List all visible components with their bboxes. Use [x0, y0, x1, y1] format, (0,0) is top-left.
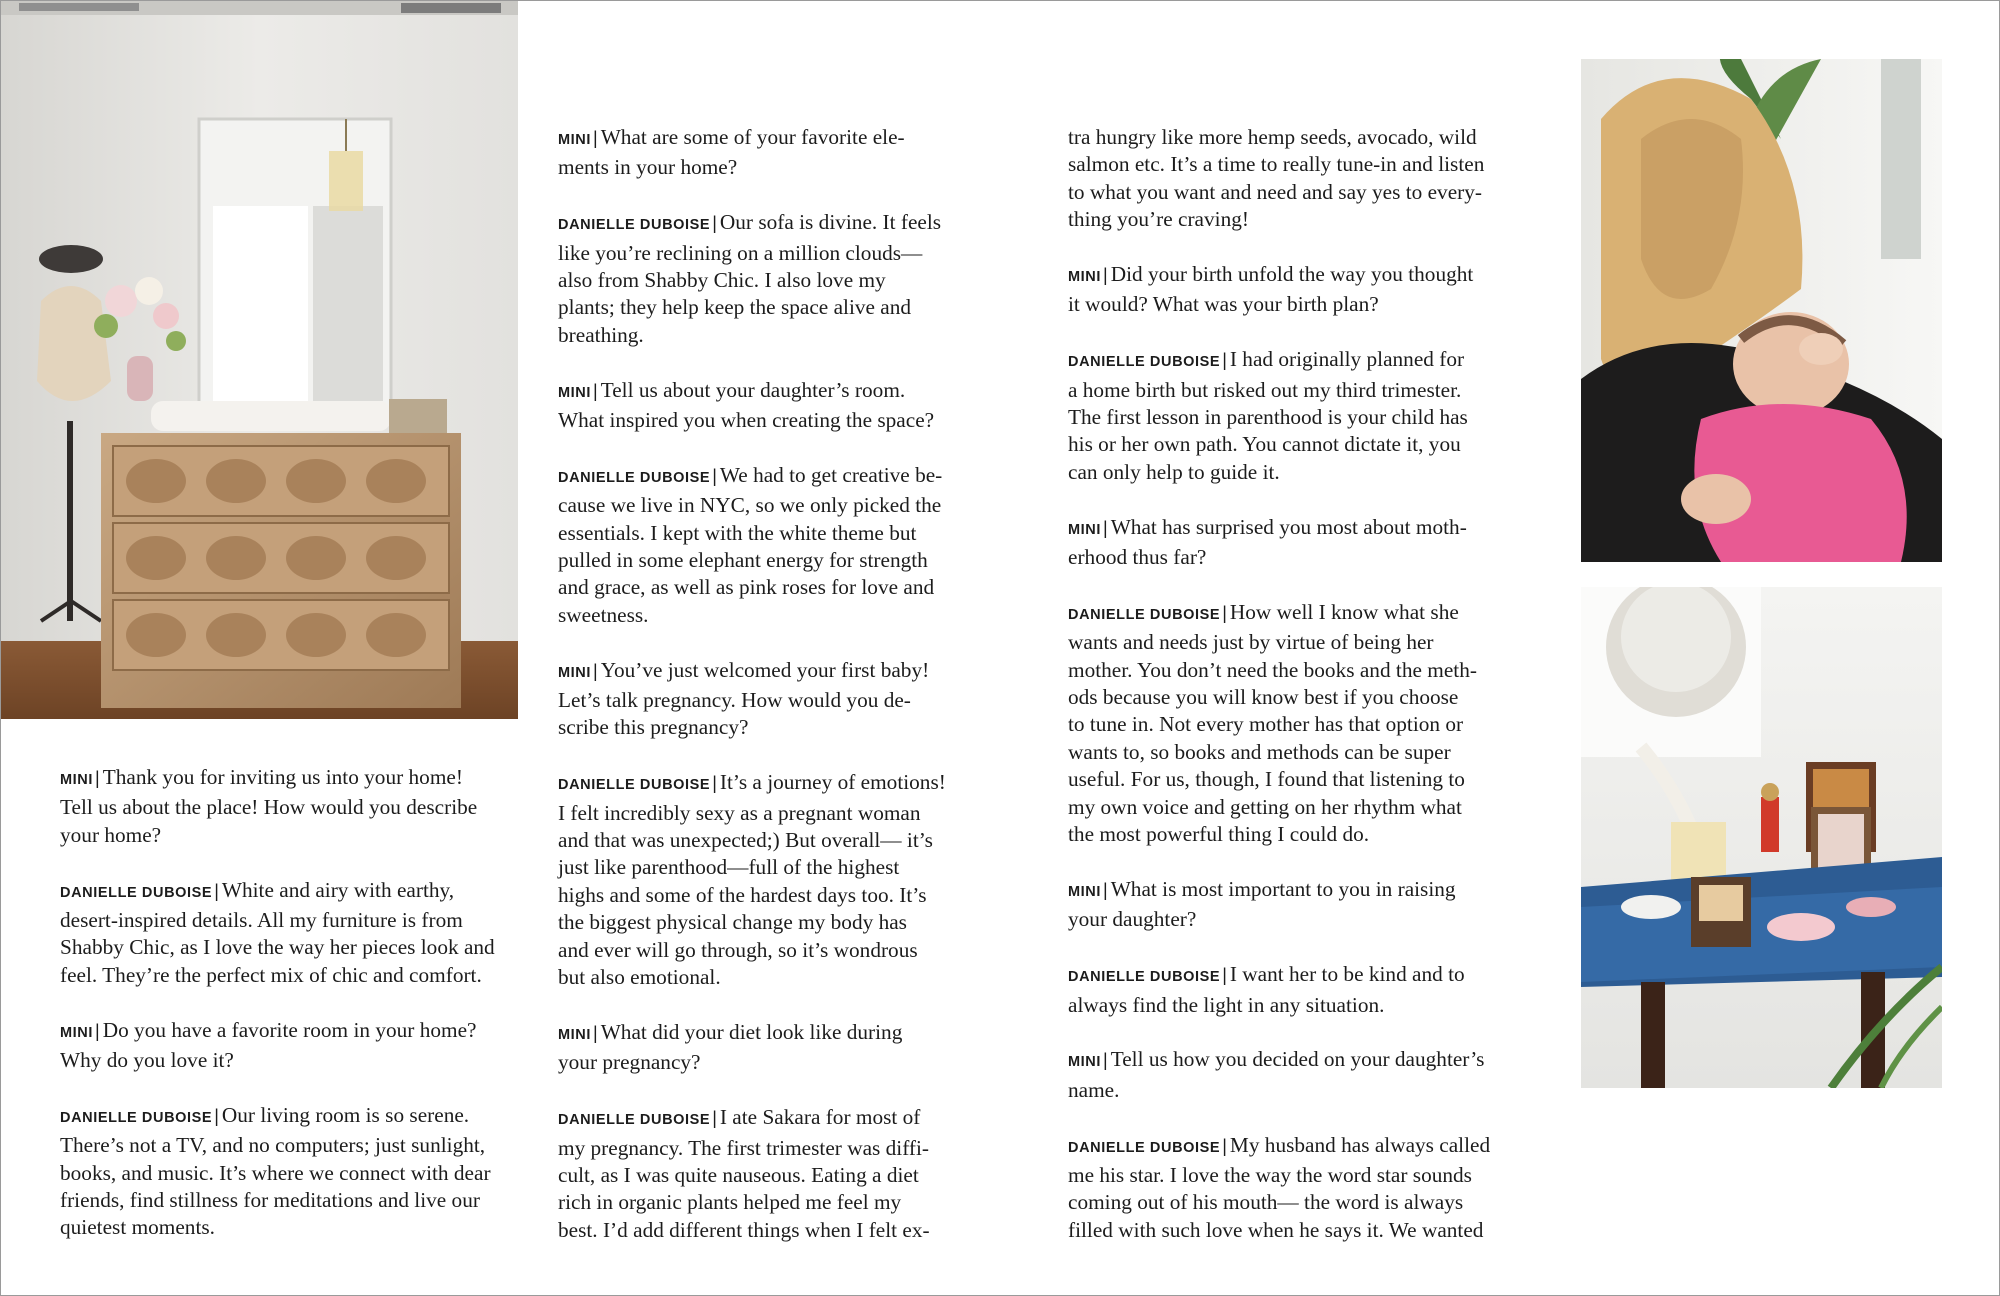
text-line: sweetness.: [558, 602, 649, 627]
interview-question: [1068, 261, 1518, 319]
text-line: essentials. I kept with the white theme but: [558, 520, 917, 545]
interview-question: [60, 764, 522, 849]
speaker-separator: |: [214, 1105, 219, 1126]
nursery-dresser-photo: [1, 1, 518, 719]
interview-question: [1068, 514, 1518, 572]
speaker-label-mini: MINI: [60, 772, 94, 788]
text-line: Tell us how you decided on your daughter’s: [1110, 1047, 1485, 1072]
text-line: to what you want and need and say yes to every-: [1068, 179, 1482, 204]
text-line: mother. You don’t need the books and the meth-: [1068, 657, 1477, 682]
interview-answer: [558, 769, 988, 991]
speaker-separator: |: [1222, 602, 1227, 623]
speaker-label-mini: MINI: [558, 664, 592, 681]
speaker-label-mini: MINI: [60, 1024, 94, 1041]
text-line: I ate Sakara for most of: [719, 1105, 921, 1130]
text-line: It’s a journey of emotions!: [719, 770, 946, 795]
speaker-separator: |: [1103, 517, 1108, 538]
speaker-separator: |: [1222, 1135, 1227, 1156]
speaker-label-danielle: DANIELLE DUBOISE: [1068, 606, 1221, 623]
text-line: salmon etc. It’s a time to really tune-in and listen: [1068, 152, 1485, 177]
text-line: and ever will go through, so it’s wondrous: [558, 937, 918, 962]
text-line: a home birth but risked out my third trimester.: [1068, 377, 1462, 402]
text-line: Thank you for inviting us into your home!: [102, 765, 463, 789]
speaker-label-danielle: DANIELLE DUBOISE: [1068, 969, 1221, 986]
speaker-label-mini: MINI: [558, 1026, 592, 1043]
interview-answer: [1068, 961, 1518, 1019]
text-line: my pregnancy. The first trimester was diffi-: [558, 1135, 930, 1160]
speaker-separator: |: [1103, 879, 1108, 900]
text-line: desert-inspired details. All my furniture is from: [60, 908, 463, 933]
interview-answer: [558, 209, 988, 349]
text-line: name.: [1068, 1077, 1120, 1102]
text-line: friends, find stillness for meditations and live our: [60, 1188, 480, 1213]
speaker-label-mini: MINI: [558, 384, 592, 401]
speaker-separator: |: [214, 880, 219, 901]
interview-question: [558, 124, 988, 182]
speaker-separator: |: [95, 768, 100, 788]
text-line: rich in organic plants helped me feel my: [558, 1190, 902, 1215]
text-line: I had originally planned for: [1229, 347, 1465, 372]
interview-question: [558, 377, 988, 435]
speaker-separator: |: [593, 380, 598, 401]
text-line: your home?: [60, 822, 162, 847]
speaker-label-mini: MINI: [1068, 883, 1102, 900]
speaker-label-mini: MINI: [558, 132, 592, 148]
text-line: What did your diet look like during: [600, 1019, 903, 1044]
text-line: My husband has always called: [1229, 1132, 1491, 1157]
text-line: Why do you love it?: [60, 1048, 234, 1073]
speaker-label-danielle: DANIELLE DUBOISE: [558, 1112, 711, 1129]
text-line: my own voice and getting on her rhythm what: [1068, 794, 1462, 819]
text-line: plants; they help keep the space alive and: [558, 295, 912, 320]
interview-answer: [1068, 599, 1518, 849]
text-line: coming out of his mouth— the word is always: [1068, 1190, 1464, 1215]
text-line: Do you have a favorite room in your home?: [102, 1017, 477, 1042]
text-line: How well I know what she: [1229, 599, 1459, 624]
text-line: Did your birth unfold the way you thought: [1110, 262, 1474, 287]
speaker-separator: |: [712, 1108, 717, 1129]
text-line: What are some of your favorite ele-: [600, 125, 905, 149]
text-line: but also emotional.: [558, 965, 721, 990]
mother-and-baby-photo: [1581, 59, 1942, 562]
text-line: and grace, as well as pink roses for love and: [558, 575, 935, 600]
text-line: pulled in some elephant energy for strength: [558, 548, 928, 573]
speaker-label-danielle: DANIELLE DUBOISE: [60, 1109, 213, 1126]
text-line: Our living room is so serene.: [221, 1102, 470, 1127]
text-line: me his star. I love the way the word star sounds: [1068, 1162, 1472, 1187]
text-line: tra hungry like more hemp seeds, avocado, wild: [1068, 125, 1477, 149]
text-line: I want her to be kind and to: [1229, 962, 1465, 987]
text-line: useful. For us, though, I found that listening to: [1068, 767, 1465, 792]
text-line: The first lesson in parenthood is your child has: [1068, 405, 1468, 430]
speaker-separator: |: [95, 1020, 100, 1041]
altar-table-photo: [1581, 587, 1942, 1088]
text-line: the most powerful thing I could do.: [1068, 822, 1370, 847]
text-line: We had to get creative be-: [719, 462, 943, 487]
text-line: wants and needs just by virtue of being her: [1068, 630, 1434, 655]
text-line: Our sofa is divine. It feels: [719, 210, 942, 235]
speaker-label-mini: MINI: [1068, 1054, 1102, 1071]
text-line: highs and some of the hardest days too. It’s: [558, 882, 927, 907]
text-line: can only help to guide it.: [1068, 459, 1280, 484]
interview-question: [558, 657, 988, 742]
speaker-label-danielle: DANIELLE DUBOISE: [558, 217, 711, 234]
text-line: scribe this pregnancy?: [558, 715, 749, 740]
interview-question: [558, 1019, 988, 1077]
interview-question: [60, 1017, 522, 1075]
speaker-separator: |: [593, 660, 598, 681]
speaker-separator: |: [593, 1022, 598, 1043]
text-line: White and airy with earthy,: [221, 877, 455, 902]
text-line: your pregnancy?: [558, 1050, 701, 1075]
text-line: ods because you will know best if you choose: [1068, 685, 1459, 710]
text-line: feel. They’re the perfect mix of chic and comfort.: [60, 962, 482, 987]
text-line: wants to, so books and methods can be super: [1068, 739, 1451, 764]
text-line: the biggest physical change my body has: [558, 910, 907, 935]
interview-question: [1068, 1046, 1518, 1104]
text-line: Let’s talk pregnancy. How would you de-: [558, 688, 911, 713]
speaker-separator: |: [1103, 265, 1108, 286]
text-line: always find the light in any situation.: [1068, 992, 1385, 1017]
text-line: quietest moments.: [60, 1215, 215, 1240]
speaker-label-danielle: DANIELLE DUBOISE: [558, 469, 711, 486]
text-line: it would? What was your birth plan?: [1068, 292, 1379, 317]
interview-answer: [60, 877, 522, 990]
interview-answer: [558, 1104, 988, 1244]
speaker-separator: |: [1222, 965, 1227, 986]
text-line: best. I’d add different things when I felt ex-: [558, 1217, 930, 1242]
text-line: and that was unexpected;) But overall— it’s: [558, 828, 933, 853]
text-line: cult, as I was quite nauseous. Eating a diet: [558, 1162, 919, 1187]
speaker-separator: |: [1103, 1050, 1108, 1071]
speaker-label-danielle: DANIELLE DUBOISE: [1068, 1139, 1221, 1156]
text-line: books, and music. It’s where we connect with dear: [60, 1160, 491, 1185]
speaker-label-danielle: DANIELLE DUBOISE: [558, 777, 711, 794]
interview-question: [1068, 876, 1518, 934]
text-line: filled with such love when he says it. We wanted: [1068, 1217, 1484, 1242]
text-line: your daughter?: [1068, 907, 1197, 932]
text-line: like you’re reclining on a million clouds—: [558, 240, 923, 265]
text-line: also from Shabby Chic. I also love my: [558, 268, 886, 293]
speaker-separator: |: [1222, 350, 1227, 371]
speaker-separator: |: [712, 773, 717, 794]
text-line: Tell us about the place! How would you describe: [60, 795, 478, 820]
speaker-label-mini: MINI: [1068, 269, 1102, 286]
speaker-label-mini: MINI: [1068, 521, 1102, 538]
text-line: erhood thus far?: [1068, 545, 1207, 570]
text-line: There’s not a TV, and no computers; just sunlight,: [60, 1133, 486, 1158]
interview-answer: [60, 1102, 522, 1242]
speaker-separator: |: [593, 128, 598, 148]
speaker-separator: |: [712, 213, 717, 234]
text-line: thing you’re craving!: [1068, 207, 1249, 232]
text-line: Shabby Chic, as I love the way her pieces look and: [60, 935, 495, 960]
interview-answer: [1068, 1132, 1518, 1245]
interview-continuation: [1068, 124, 1518, 234]
text-line: What inspired you when creating the space?: [558, 408, 935, 433]
interview-column-2: [558, 124, 988, 1272]
text-line: You’ve just welcomed your first baby!: [600, 657, 930, 682]
interview-answer: [558, 462, 988, 629]
text-line: I felt incredibly sexy as a pregnant woman: [558, 800, 921, 825]
speaker-label-danielle: DANIELLE DUBOISE: [1068, 354, 1221, 371]
text-line: to tune in. Not every mother has that option or: [1068, 712, 1464, 737]
text-line: just like parenthood—full of the highest: [558, 855, 900, 880]
text-line: his or her own path. You cannot dictate it, you: [1068, 432, 1461, 457]
text-line: ments in your home?: [558, 155, 738, 180]
speaker-separator: |: [712, 465, 717, 486]
text-line: What has surprised you most about moth-: [1110, 514, 1467, 539]
interview-column-3: [1068, 124, 1518, 1272]
interview-column-1: [60, 764, 522, 1269]
text-line: Tell us about your daughter’s room.: [600, 377, 906, 402]
text-line: breathing.: [558, 322, 644, 347]
text-line: What is most important to you in raising: [1110, 876, 1456, 901]
interview-answer: [1068, 346, 1518, 486]
text-line: cause we live in NYC, so we only picked the: [558, 493, 942, 518]
speaker-label-danielle: DANIELLE DUBOISE: [60, 884, 213, 901]
